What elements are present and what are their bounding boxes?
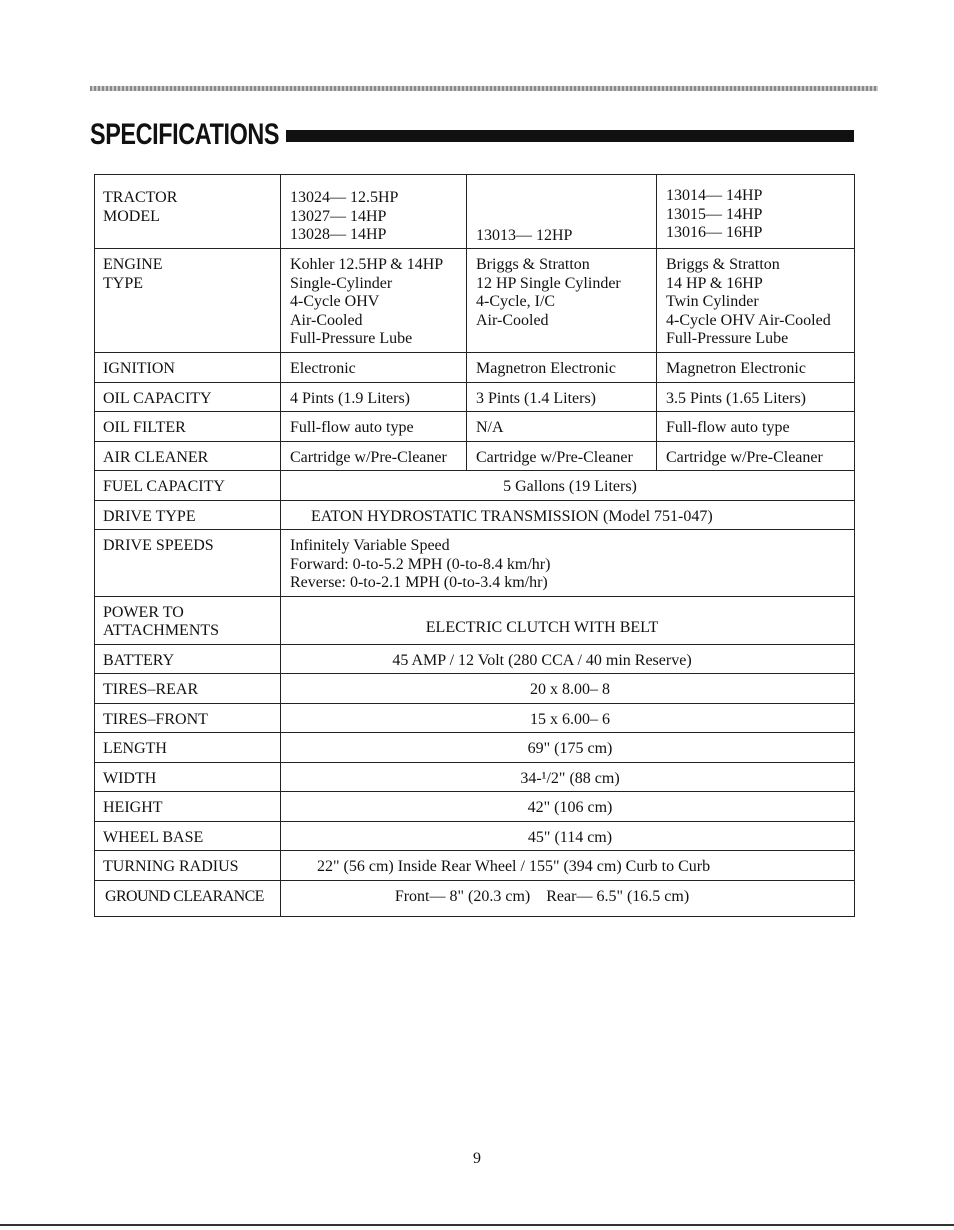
battery-label: BATTERY bbox=[95, 644, 281, 674]
row-label bbox=[95, 596, 281, 644]
oil-capacity-label: OIL CAPACITY bbox=[95, 382, 281, 412]
table-row bbox=[95, 530, 855, 597]
battery-value: 45 AMP / 12 Volt (280 CCA / 40 min Reserve) bbox=[281, 644, 855, 674]
table-row bbox=[95, 441, 855, 471]
oil-capacity-col1: 4 Pints (1.9 Liters) bbox=[281, 382, 467, 412]
wheel-base-label: WHEEL BASE bbox=[95, 821, 281, 851]
table-row bbox=[95, 500, 855, 530]
title-bar bbox=[286, 130, 854, 142]
table-row bbox=[95, 880, 855, 916]
oil-filter-col2: N/A bbox=[467, 412, 657, 442]
table-row bbox=[95, 644, 855, 674]
wheel-base-value: 45" (114 cm) bbox=[281, 821, 855, 851]
table-row bbox=[95, 175, 855, 249]
width-label: WIDTH bbox=[95, 762, 281, 792]
page-number: 9 bbox=[473, 1150, 481, 1167]
tires-rear-label: TIRES–REAR bbox=[95, 674, 281, 704]
bottom-rule bbox=[0, 1224, 954, 1226]
height-label: HEIGHT bbox=[95, 792, 281, 822]
oil-filter-col3: Full-flow auto type bbox=[657, 412, 855, 442]
model-col3: 13014— 14HP 13015— 14HP 13016— 16HP bbox=[657, 175, 855, 249]
model-col1: 13024— 12.5HP 13027— 14HP 13028— 14HP bbox=[281, 175, 467, 249]
row-label bbox=[95, 249, 281, 353]
length-label: LENGTH bbox=[95, 733, 281, 763]
fuel-capacity-value: 5 Gallons (19 Liters) bbox=[281, 471, 855, 501]
air-cleaner-col1: Cartridge w/Pre-Cleaner bbox=[281, 441, 467, 471]
ground-clearance-value: Front— 8" (20.3 cm) Rear— 6.5" (16.5 cm) bbox=[281, 880, 855, 916]
table-row bbox=[95, 471, 855, 501]
drive-speeds-label: DRIVE SPEEDS bbox=[95, 530, 281, 597]
ignition-col2: Magnetron Electronic bbox=[467, 353, 657, 383]
ignition-label: IGNITION bbox=[95, 353, 281, 383]
table-row bbox=[95, 703, 855, 733]
drive-type-label: DRIVE TYPE bbox=[95, 500, 281, 530]
model-label: TRACTOR MODEL bbox=[103, 189, 178, 225]
table-row bbox=[95, 792, 855, 822]
tires-front-value: 15 x 6.00– 6 bbox=[281, 703, 855, 733]
power-to-attachments-value: ELECTRIC CLUTCH WITH BELT bbox=[281, 596, 855, 644]
table-row bbox=[95, 353, 855, 383]
oil-capacity-col2: 3 Pints (1.4 Liters) bbox=[467, 382, 657, 412]
oil-filter-col1: Full-flow auto type bbox=[281, 412, 467, 442]
table-row bbox=[95, 674, 855, 704]
height-value: 42" (106 cm) bbox=[281, 792, 855, 822]
ground-clearance-label: GROUND CLEARANCE bbox=[95, 880, 281, 916]
tires-front-label: TIRES–FRONT bbox=[95, 703, 281, 733]
air-cleaner-col3: Cartridge w/Pre-Cleaner bbox=[657, 441, 855, 471]
row-label bbox=[95, 175, 281, 249]
turning-radius-value: 22" (56 cm) Inside Rear Wheel / 155" (394 cm) Curb to Curb bbox=[281, 851, 855, 881]
oil-capacity-col3: 3.5 Pints (1.65 Liters) bbox=[657, 382, 855, 412]
page-title: SPECIFICATIONS bbox=[90, 118, 280, 151]
table-row bbox=[95, 412, 855, 442]
top-rule bbox=[90, 86, 878, 91]
length-value: 69" (175 cm) bbox=[281, 733, 855, 763]
table-row bbox=[95, 733, 855, 763]
oil-filter-label: OIL FILTER bbox=[95, 412, 281, 442]
tires-rear-value: 20 x 8.00– 8 bbox=[281, 674, 855, 704]
table-row bbox=[95, 762, 855, 792]
air-cleaner-col2: Cartridge w/Pre-Cleaner bbox=[467, 441, 657, 471]
air-cleaner-label: AIR CLEANER bbox=[95, 441, 281, 471]
section-header bbox=[90, 118, 854, 152]
engine-col1: Kohler 12.5HP & 14HP Single-Cylinder 4-Cycle OHV Air-Cooled Full-Pressure Lube bbox=[281, 249, 467, 353]
specifications-table bbox=[94, 174, 855, 917]
model-col2: 13013— 12HP bbox=[467, 175, 657, 249]
engine-col2: Briggs & Stratton 12 HP Single Cylinder 4-Cycle, I/C Air-Cooled bbox=[467, 249, 657, 353]
ignition-col3: Magnetron Electronic bbox=[657, 353, 855, 383]
drive-speeds-value: Infinitely Variable Speed Forward: 0-to-5.2 MPH (0-to-8.4 km/hr) Reverse: 0-to-2.1 MPH (0-to-3.4 km/hr) bbox=[281, 530, 855, 597]
fuel-capacity-label: FUEL CAPACITY bbox=[95, 471, 281, 501]
table-row bbox=[95, 821, 855, 851]
turning-radius-label: TURNING RADIUS bbox=[95, 851, 281, 881]
engine-label: ENGINE TYPE bbox=[103, 256, 163, 292]
table-row bbox=[95, 596, 855, 644]
table-row bbox=[95, 382, 855, 412]
ignition-col1: Electronic bbox=[281, 353, 467, 383]
width-value: 34-¹/2" (88 cm) bbox=[281, 762, 855, 792]
table-row bbox=[95, 851, 855, 881]
drive-type-value: EATON HYDROSTATIC TRANSMISSION (Model 751-047) bbox=[281, 500, 855, 530]
engine-col3: Briggs & Stratton 14 HP & 16HP Twin Cylinder 4-Cycle OHV Air-Cooled Full-Pressure Lube bbox=[657, 249, 855, 353]
power-to-attachments-label: POWER TO ATTACHMENTS bbox=[103, 603, 220, 639]
table-row bbox=[95, 249, 855, 353]
